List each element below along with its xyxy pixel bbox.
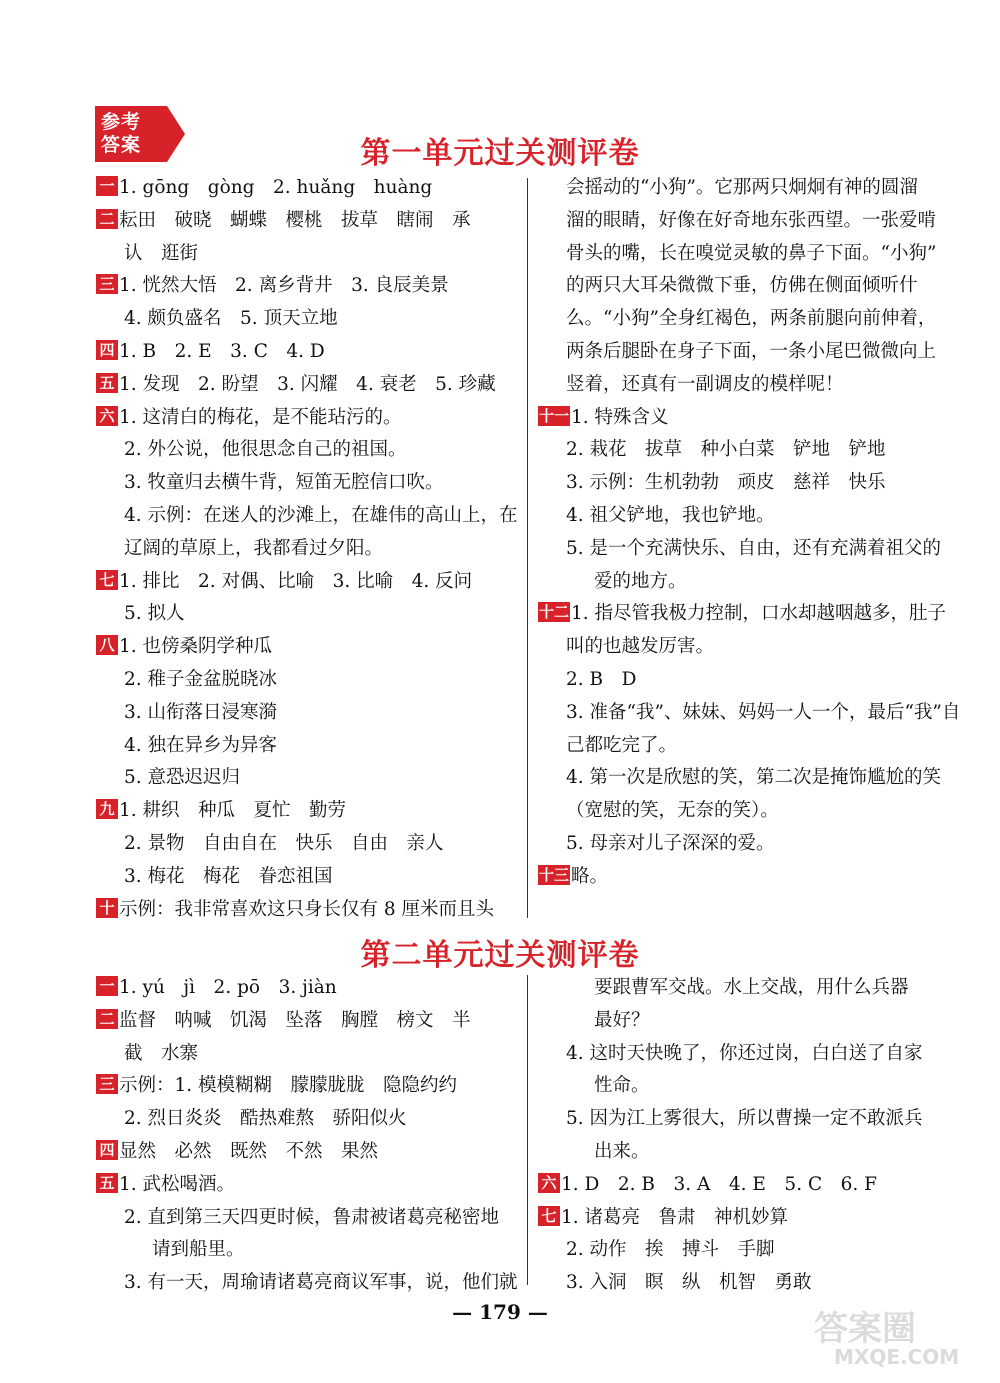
answer-line xyxy=(96,598,521,631)
answer-line xyxy=(96,1103,521,1136)
question-number-badge: 十 xyxy=(96,898,118,918)
answer-line xyxy=(538,238,963,271)
answer-text: 3. 有一天，周瑜请诸葛亮商议军事，说，他们就 xyxy=(124,1272,518,1294)
answer-line xyxy=(538,1202,963,1235)
answer-line xyxy=(538,1070,963,1103)
answer-line xyxy=(538,1038,963,1071)
page-number: — 179 — xyxy=(452,1300,548,1324)
answer-text: 监督 呐喊 饥渴 坠落 胸膛 榜文 半 xyxy=(119,1009,471,1031)
answer-line xyxy=(96,172,521,205)
answer-text: 2. 动作 挨 搏斗 手脚 xyxy=(566,1239,775,1261)
answer-line xyxy=(96,828,521,861)
answer-text: 认 逛街 xyxy=(124,242,199,264)
answer-line xyxy=(96,894,521,927)
answer-line xyxy=(538,1267,963,1300)
column-divider-1 xyxy=(527,178,528,918)
answer-line xyxy=(96,434,521,467)
answer-text: 1. 发现 2. 盼望 3. 闪耀 4. 衰老 5. 珍藏 xyxy=(119,373,496,395)
answer-text: 2. 直到第三天四更时候，鲁肃被诸葛亮秘密地 xyxy=(124,1206,500,1228)
question-number-badge: 二 xyxy=(96,209,118,229)
answer-text: 显然 必然 既然 不然 果然 xyxy=(119,1140,379,1162)
answer-line xyxy=(96,1234,521,1267)
unit2-left-column xyxy=(96,972,521,1300)
answer-text: 5. 因为江上雾很大，所以曹操一定不敢派兵 xyxy=(566,1108,923,1130)
answer-line xyxy=(96,762,521,795)
answer-line xyxy=(96,205,521,238)
answer-text: 5. 是一个充满快乐、自由，还有充满着祖父的 xyxy=(566,537,942,559)
answer-text: 2. 栽花 拔草 种小白菜 铲地 铲地 xyxy=(566,439,886,461)
answer-text: 4. 独在异乡为异客 xyxy=(124,734,278,756)
answer-text: 3. 准备“我”、妹妹、妈妈一人一个，最后“我”自 xyxy=(566,701,961,723)
question-number-badge: 二 xyxy=(96,1009,118,1029)
answer-text: 2. 烈日炎炎 酷热难熬 骄阳似火 xyxy=(124,1108,407,1130)
logo-line1: 参考 xyxy=(101,111,142,133)
answer-text: 1. 特殊含义 xyxy=(571,406,669,428)
answer-line xyxy=(538,762,963,795)
question-number-badge: 八 xyxy=(96,635,118,655)
answer-line xyxy=(538,500,963,533)
answer-text: 2. 稚子金盆脱晓冰 xyxy=(124,668,278,690)
answer-text: 溜的眼睛，好像在好奇地东张西望。一张爱啃 xyxy=(566,209,937,231)
answer-text: 4. 祖父铲地，我也铲地。 xyxy=(566,504,775,526)
answer-line xyxy=(96,1267,521,1300)
answer-text: 4. 第一次是欣慰的笑，第二次是掩饰尴尬的笑 xyxy=(566,767,942,789)
answer-line xyxy=(96,566,521,599)
answer-text: 耘田 破晓 蝴蝶 樱桃 拔草 瞎闹 承 xyxy=(119,209,471,231)
logo-line2: 答案 xyxy=(101,134,142,156)
answer-text: 请到船里。 xyxy=(152,1239,245,1261)
answer-text: 1. 也傍桑阴学种瓜 xyxy=(119,636,273,658)
answer-text: 示例：我非常喜欢这只身长仅有 8 厘米而且头 xyxy=(119,898,495,920)
question-number-badge: 七 xyxy=(538,1206,560,1226)
answer-text: 性命。 xyxy=(594,1075,650,1097)
answer-text: 1. 恍然大悟 2. 离乡背井 3. 良辰美景 xyxy=(119,275,449,297)
answer-line xyxy=(538,1136,963,1169)
unit1-title: 第一单元过关测评卷 xyxy=(360,136,640,171)
answer-text: 1. 武松喝酒。 xyxy=(119,1173,236,1195)
question-number-badge: 九 xyxy=(96,799,118,819)
answer-line xyxy=(538,402,963,435)
unit2-title: 第二单元过关测评卷 xyxy=(360,938,640,973)
answer-text: 2. B D xyxy=(566,668,637,690)
answer-text: 1. D 2. B 3. A 4. E 5. C 6. F xyxy=(561,1173,877,1195)
answer-line xyxy=(538,1169,963,1202)
answer-line xyxy=(538,598,963,631)
answer-line xyxy=(538,697,963,730)
answer-text: 最好？ xyxy=(594,1009,650,1031)
unit2-right-column xyxy=(538,972,963,1300)
answer-text: 示例：1. 模模糊糊 朦朦胧胧 隐隐约约 xyxy=(119,1075,458,1097)
answer-text: 叫的也越发厉害。 xyxy=(566,636,715,658)
answer-line xyxy=(96,303,521,336)
answer-line xyxy=(96,730,521,763)
answer-text: 的两只大耳朵微微下垂，仿佛在侧面倾听什 xyxy=(566,275,918,297)
answer-text: 1. 指尽管我极力控制，口水却越咽越多，肚子 xyxy=(571,603,947,625)
answer-text: 3. 入洞 瞑 纵 机智 勇敢 xyxy=(566,1272,812,1294)
answer-line xyxy=(538,467,963,500)
question-number-badge: 十一 xyxy=(539,406,570,425)
answer-text: 3. 牧童归去横牛背，短笛无腔信口吹。 xyxy=(124,472,444,494)
answer-text: 2. 景物 自由自在 快乐 自由 亲人 xyxy=(124,832,444,854)
answer-line xyxy=(538,172,963,205)
answer-text: （宽慰的笑，无奈的笑）。 xyxy=(566,800,779,822)
answer-line xyxy=(96,861,521,894)
answer-line xyxy=(96,270,521,303)
answer-line xyxy=(96,238,521,271)
question-number-badge: 十二 xyxy=(539,603,570,622)
answer-text: 1. 诸葛亮 鲁肃 神机妙算 xyxy=(561,1206,789,1228)
answer-line xyxy=(538,205,963,238)
answer-text: 略。 xyxy=(571,865,609,887)
answer-line xyxy=(96,664,521,697)
answer-line xyxy=(96,1005,521,1038)
answer-text: 1. 排比 2. 对偶、比喻 3. 比喻 4. 反问 xyxy=(119,570,473,592)
answer-line xyxy=(538,1005,963,1038)
answer-text: 骨头的嘴，长在嗅觉灵敏的鼻子下面。“小狗” xyxy=(566,242,937,264)
answer-text: 1. 这清白的梅花，是不能玷污的。 xyxy=(119,406,402,428)
answer-line xyxy=(538,434,963,467)
answer-text: 竖着，还真有一副调皮的模样呢！ xyxy=(566,373,844,395)
answer-line xyxy=(538,369,963,402)
question-number-badge: 六 xyxy=(96,406,118,426)
answer-line xyxy=(538,972,963,1005)
answer-line xyxy=(538,533,963,566)
answer-text: 会摇动的“小狗”。它那两只炯炯有神的圆溜 xyxy=(566,177,918,198)
question-number-badge: 三 xyxy=(96,274,118,294)
question-number-badge: 七 xyxy=(96,570,118,590)
question-number-badge: 一 xyxy=(96,176,118,196)
answer-text: 1. 耕织 种瓜 夏忙 勤劳 xyxy=(119,800,347,822)
question-number-badge: 四 xyxy=(96,1140,118,1160)
answer-text: 1. yú jì 2. pō 3. jiàn xyxy=(119,977,337,998)
answer-line xyxy=(96,467,521,500)
watermark-line2: MXQE.COM xyxy=(834,1345,960,1369)
answer-text: 5. 母亲对儿子深深的爱。 xyxy=(566,832,775,854)
unit1-right-column xyxy=(538,172,963,894)
answer-text: 己都吃完了。 xyxy=(566,734,678,756)
answer-line xyxy=(96,972,521,1005)
answer-line xyxy=(96,1202,521,1235)
answer-text: 3. 示例：生机勃勃 顽皮 慈祥 快乐 xyxy=(566,472,886,494)
answer-line xyxy=(96,533,521,566)
answer-line xyxy=(538,631,963,664)
watermark-line1: 答案圈 xyxy=(814,1309,916,1349)
answer-line xyxy=(538,336,963,369)
answer-line xyxy=(538,861,963,894)
answer-line xyxy=(96,1070,521,1103)
answer-line xyxy=(96,631,521,664)
answer-line xyxy=(96,795,521,828)
answer-text: 1. B 2. E 3. C 4. D xyxy=(119,340,325,362)
answer-text: 截 水寨 xyxy=(124,1042,199,1064)
answer-line xyxy=(96,1136,521,1169)
answer-line xyxy=(538,1103,963,1136)
answer-text: 4. 颇负盛名 5. 顶天立地 xyxy=(124,308,338,330)
answer-line xyxy=(538,566,963,599)
answer-line xyxy=(538,270,963,303)
answer-text: 么。“小狗”全身红褐色，两条前腿向前伸着， xyxy=(566,308,937,330)
answer-text: 出来。 xyxy=(594,1140,650,1162)
answer-line xyxy=(538,303,963,336)
column-divider-2 xyxy=(527,975,528,1285)
answer-text: 4. 这时天快晚了，你还过岗，白白送了自家 xyxy=(566,1042,923,1064)
question-number-badge: 五 xyxy=(96,373,118,393)
answer-text: 4. 示例：在迷人的沙滩上，在雄伟的高山上，在 xyxy=(124,504,518,526)
answer-text: 3. 梅花 梅花 眷恋祖国 xyxy=(124,865,333,887)
watermark-logo xyxy=(794,1301,984,1377)
answer-line xyxy=(538,664,963,697)
answer-line xyxy=(538,828,963,861)
answer-text: 5. 意恐迟迟归 xyxy=(124,767,241,789)
answer-text: 3. 山衔落日浸寒漪 xyxy=(124,701,278,723)
answer-line xyxy=(96,402,521,435)
question-number-badge: 一 xyxy=(96,976,118,996)
question-number-badge: 五 xyxy=(96,1173,118,1193)
question-number-badge: 六 xyxy=(538,1173,560,1193)
answer-text: 5. 拟人 xyxy=(124,603,185,625)
answer-text: 1. gōng gòng 2. huǎng huàng xyxy=(119,177,433,198)
answer-line xyxy=(96,336,521,369)
answer-text: 辽阔的草原上，我都看过夕阳。 xyxy=(124,537,384,559)
question-number-badge: 四 xyxy=(96,340,118,360)
question-number-badge: 三 xyxy=(96,1074,118,1094)
answer-text: 要跟曹军交战。水上交战，用什么兵器 xyxy=(594,977,909,998)
answer-line xyxy=(96,1169,521,1202)
unit1-left-column xyxy=(96,172,521,926)
answer-text: 两条后腿卧在身子下面，一条小尾巴微微向上 xyxy=(566,340,937,362)
answer-text: 2. 外公说，他很思念自己的祖国。 xyxy=(124,439,407,461)
answer-line xyxy=(96,697,521,730)
answer-line xyxy=(538,795,963,828)
answer-line xyxy=(538,1234,963,1267)
question-number-badge: 十三 xyxy=(539,865,570,884)
answer-text: 爱的地方。 xyxy=(594,570,687,592)
answer-line xyxy=(538,730,963,763)
answer-line xyxy=(96,369,521,402)
answer-line xyxy=(96,1038,521,1071)
answer-line xyxy=(96,500,521,533)
